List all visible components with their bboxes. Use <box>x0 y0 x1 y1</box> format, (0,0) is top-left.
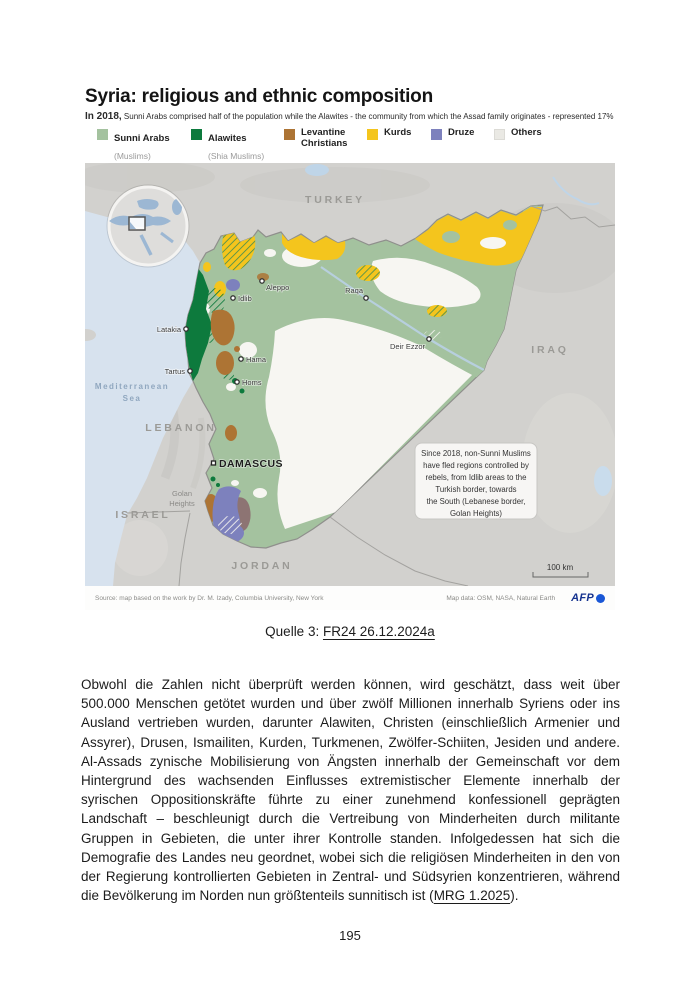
callout-line: Turkish border, towards <box>435 485 517 494</box>
callout-line: rebels, from Idlib areas to the <box>425 473 527 482</box>
legend-item-sunni-arabs <box>97 128 170 164</box>
city-label-homs: Homs <box>242 378 262 387</box>
country-label-israel: ISRAEL <box>115 509 171 521</box>
map-legend <box>85 127 615 161</box>
page-number: 195 <box>339 928 361 943</box>
sea-label-line2: Sea <box>122 394 142 403</box>
levantine-christians-swatch <box>284 129 295 140</box>
paragraph-text-after: ). <box>510 888 519 904</box>
alawites-swatch <box>191 129 202 140</box>
sea-label-line1: Mediterranean <box>94 382 170 391</box>
infographic-subtitle <box>85 111 615 122</box>
city-label-latakia: Latakia <box>156 325 181 334</box>
legend-label: Kurds <box>384 127 412 138</box>
callout-line: Golan Heights) <box>449 509 503 518</box>
callout-line: the South (Lebanese border, <box>426 497 526 506</box>
others-swatch <box>494 129 505 140</box>
afp-logo-dot-icon <box>596 594 605 603</box>
map-canvas <box>85 163 615 586</box>
city-label-damascus: DAMASCUS <box>219 458 283 470</box>
city-label-idlib: Idlib <box>238 294 252 303</box>
infographic-title: Syria: religious and ethnic composition <box>85 86 433 107</box>
paragraph-text: Obwohl die Zahlen nicht überprüft werden können, wird geschätzt, dass weit über 500.000 Menschen getötet wurden und über zwölf Millionen innerhalb Syriens oder ins Ausland vertrieben wurden, darunter Alawiten, Christen (einschließlich Armenier und Assyrer), Drusen, Ismailiten, Kurden, Turkmenen, Zwölfer-Schiiten, Jesiden und andere. Al-Assads zynische Mobilisierung von Ängsten innerhalb der Gemeinschaft vor dem Hintergrund des wachsenden Einflusses extremistischer Elemente innerhalb der syrischen Oppositionskräfte führte zu einer zunehmend konfessionell geprägten Landschaft – beschleunigt durch die Vertreibung von Minderheiten durch militante Gruppen in Gebieten, die unter ihrer Kontrolle standen. Infolgedessen hat sich die Demografie des Landes neu geordnet, wobei sich die religiösen Minderheiten in den von der Regierung kontrollierten Gebieten in Zentral- und Südsyrien konzentrieren, während die Bevölkerung im Norden nun größtenteils sunnitisch ist ( <box>81 677 620 904</box>
legend-label: Sunni Arabs <box>114 133 170 144</box>
city-label-tartus: Tartus <box>164 367 185 376</box>
city-label-aleppo: Aleppo <box>266 283 290 292</box>
figure-caption <box>0 624 700 639</box>
legend-sublabel: (Muslims) <box>114 151 151 161</box>
legend-item-kurds <box>367 128 411 140</box>
sunni-arabs-swatch <box>97 129 108 140</box>
legend-sublabel: (Shia Muslims) <box>208 151 265 161</box>
callout-line: have fled regions controlled by <box>423 461 529 470</box>
afp-logo <box>571 592 605 604</box>
country-label-lebanon: LEBANON <box>145 422 217 434</box>
callout-line: Since 2018, non-Sunni Muslims <box>421 449 531 458</box>
callout-box <box>415 443 537 519</box>
map-source-right: Map data: OSM, NASA, Natural Earth <box>446 594 556 602</box>
legend-item-alawites <box>191 128 264 164</box>
body-paragraph <box>81 675 620 905</box>
legend-label: Druze <box>448 127 475 138</box>
city-label-raqa: Raqa <box>345 286 363 295</box>
scale-label: 100 km <box>546 563 574 572</box>
country-label-iraq: IRAQ <box>531 344 569 356</box>
subtitle-lead: In 2018, <box>85 111 122 122</box>
subtitle-rest: Sunni Arabs comprised half of the population while the Alawites - the community from which the Assad family originates - represented 17% <box>121 112 614 121</box>
caption-prefix: Quelle 3: <box>265 624 323 639</box>
kurds-swatch <box>367 129 378 140</box>
map-source-bar <box>85 586 615 610</box>
legend-item-others <box>494 128 542 140</box>
afp-logo-text: AFP <box>571 592 594 604</box>
country-label-jordan: JORDAN <box>231 560 293 572</box>
druze-swatch <box>431 129 442 140</box>
legend-label: Levantine Christians <box>301 127 348 149</box>
city-label-hama: Hama <box>246 355 267 364</box>
locator-inset <box>107 185 189 267</box>
afp-infographic <box>85 86 615 610</box>
legend-label: Alawites <box>208 133 247 144</box>
legend-item-levantine-christians <box>284 128 357 149</box>
legend-item-druze <box>431 128 474 140</box>
golan-label-line1: Golan <box>171 489 193 498</box>
mrg-source-link[interactable]: MRG 1.2025 <box>433 888 511 904</box>
legend-label: Others <box>511 127 542 138</box>
caption-source-link[interactable]: FR24 26.12.2024a <box>322 624 435 639</box>
country-label-turkey: TURKEY <box>305 194 365 206</box>
golan-label-line2: Heights <box>169 499 195 508</box>
syria-map <box>85 163 615 610</box>
city-label-deir-ezzor: Deir Ezzor <box>389 342 425 351</box>
map-source-left: Source: map based on the work by Dr. M. Izady, Columbia University, New York <box>95 594 324 602</box>
